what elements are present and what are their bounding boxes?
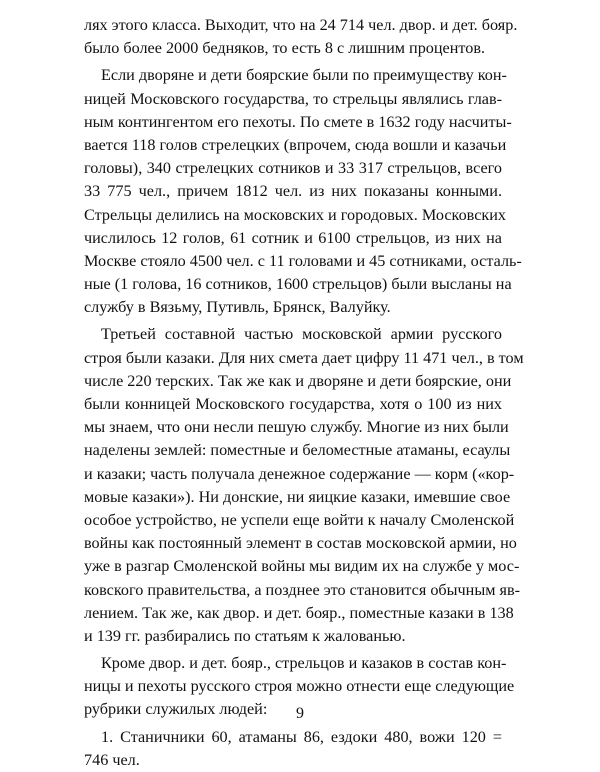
text-line: ные (1 голова, 16 сотников, 1600 стрельцов) были высланы на [84, 275, 512, 294]
paragraph-1 [84, 14, 518, 60]
text-line: лением. Так же, как двор. и дет. бояр., поместные казаки в 138 [84, 603, 514, 622]
text-line: особое устройство, не успели еще войти к началу Смоленской [84, 510, 515, 529]
paragraph-3 [84, 323, 524, 648]
text-line: числилось 12 голов, 61 сотник и 6100 стрельцов, из них на [84, 228, 502, 247]
text-line: войны как постоянный элемент в состав московской армии, но [84, 534, 517, 553]
text-line: ковского правительства, а позднее это становится обычным яв- [84, 580, 520, 599]
text-line: были конницей Московского государства, хотя о 100 из них [84, 395, 502, 413]
text-line: и казаки; часть получала денежное содержание — корм («кор- [84, 464, 515, 483]
text-line: ницы и пехоты русского строя можно отнести еще следующие [84, 677, 515, 696]
text-line: ным контингентом его пехоты. По смете в 1632 году насчиты- [84, 112, 512, 131]
text-line: Москве стояло 4500 чел. с 11 головами и 45 сотниками, осталь- [84, 251, 522, 270]
text-line: Третьей составной частью московской армии русского [101, 325, 502, 344]
text-line: ницей Московского государства, то стрельцы являлись глав- [84, 89, 502, 108]
text-line: Кроме двор. и дет. бояр., стрельцов и казаков в состав кон- [101, 654, 507, 673]
text-line: мовые казаки»). Ни донские, ни яицкие казаки, имевшие свое [84, 487, 511, 506]
text-line: головы), 340 стрелецких сотников и 33 317 стрельцов, всего [84, 159, 502, 178]
text-line: строя были казаки. Для них смета дает цифру 11 471 чел., в том [84, 348, 524, 367]
text-line: мы знаем, что они несли пешую службу. Многие из них были [84, 418, 509, 437]
text-line: лях этого класса. Выходит, что на 24 714 чел. двор. и дет. бояр. [84, 16, 518, 34]
paragraph-2 [84, 64, 522, 319]
text-line: вается 118 голов стрелецких (впрочем, сюда вошли и казачьи [84, 135, 507, 154]
text-line: числе 220 терских. Так же как и дворяне и дети боярские, они [84, 371, 512, 390]
text-line: рубрики служилых людей: [84, 700, 268, 719]
text-line: службу в Вязьму, Путивль, Брянск, Валуйку. [84, 298, 391, 317]
text-line: наделены землей: поместные и беломестные атаманы, есаулы [84, 441, 511, 460]
text-line: 33 775 чел., причем 1812 чел. из них показаны конными. [84, 182, 502, 201]
page-number: 9 [296, 705, 304, 722]
text-line: уже в разгар Смоленской войны мы видим их на службе у мос- [84, 557, 520, 576]
paragraph-5 [84, 726, 502, 772]
text-line: и 139 гг. разбирались по статьям к жалованью. [84, 626, 406, 645]
text-line: Стрельцы делились на московских и городовых. Московских [84, 205, 507, 224]
text-line: Если дворяне и дети боярские были по преимуществу кон- [101, 66, 507, 85]
page-body [84, 14, 524, 772]
list-item: 1. Станичники 60, атаманы 86, ездоки 480, вожи 120 = [101, 727, 502, 746]
text-line: было более 2000 бедняков, то есть 8 с лишним процентов. [84, 39, 486, 58]
text-line: 746 чел. [84, 750, 140, 769]
